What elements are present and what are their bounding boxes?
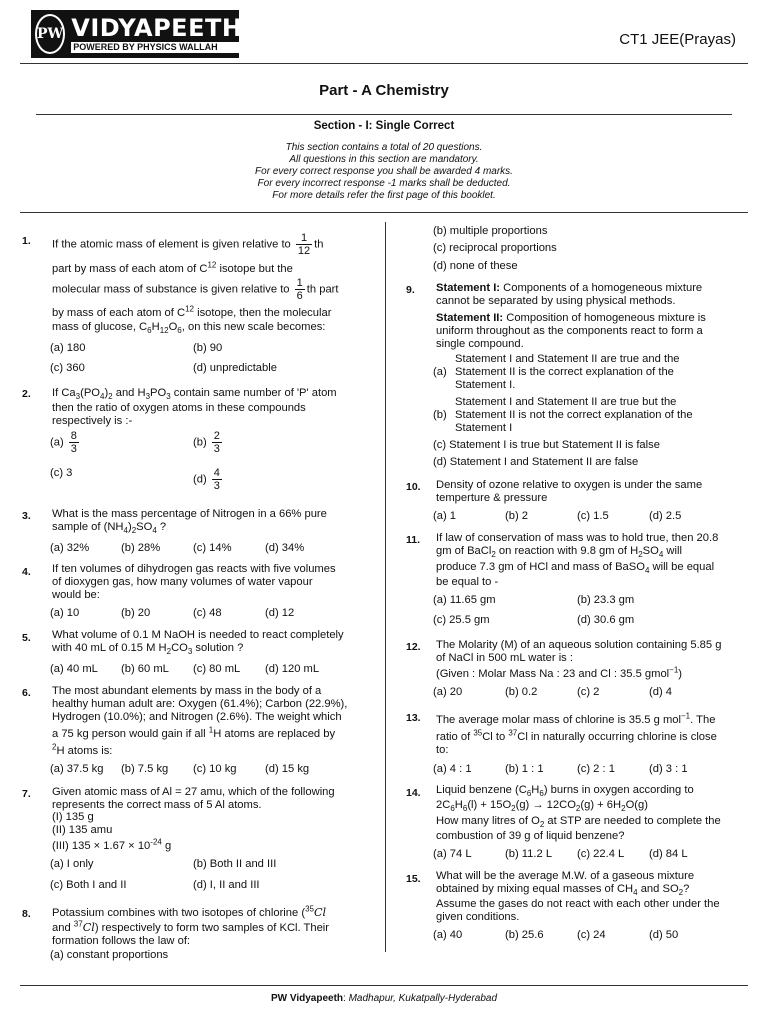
option-b: (b)	[433, 409, 447, 421]
question-text: (II) 135 amu	[52, 824, 113, 836]
option-d: (d) $\frac{4}{3}$	[193, 467, 220, 492]
instruction-line: All questions in this section are mandatory.	[289, 154, 479, 165]
question-text: respectively is :-	[52, 415, 133, 427]
question-text: (Given : Molar Mass Na : 23 and Cl : 35.5 gmol$^{-1}$)	[436, 665, 683, 680]
option-d: (d) 50	[649, 929, 679, 941]
option-a: (a) constant proportions	[50, 949, 169, 961]
question-number: 14.	[406, 787, 421, 799]
option-d: (d) none of these	[433, 260, 518, 272]
question-text: Hydrogen (10.0%); and Nitrogen (2.6%). The weight which	[52, 711, 342, 723]
test-code: CT1 JEE(Prayas)	[619, 31, 736, 48]
option-a: (a) 37.5 kg	[50, 763, 104, 775]
question-text: to:	[436, 744, 449, 756]
question-text: combustion of 39 g of liquid benzene?	[436, 830, 625, 842]
statement-1: Statement I: Components of a homogeneous mixture	[436, 282, 703, 294]
logo	[31, 10, 243, 58]
question-text: then the ratio of oxygen atoms in these compounds	[52, 402, 306, 414]
question-text: If the atomic mass of element is given relative to $\frac{1}{12}$ th	[52, 232, 324, 257]
option-d: (d) 4	[649, 686, 673, 698]
question-text: Density of ozone relative to oxygen is under the same	[436, 479, 703, 491]
question-number: 8.	[22, 908, 31, 920]
question-number: 5.	[22, 632, 31, 644]
option-a: (a) 74 L	[433, 848, 472, 860]
option-a: (a) I only	[50, 858, 94, 870]
option-c: (c) 360	[50, 362, 85, 374]
column-divider	[385, 222, 386, 952]
question-number: 12.	[406, 641, 421, 653]
question-number: 3.	[22, 510, 31, 522]
question-text: ratio of $^{35}$Cl to $^{37}$Cl in naturally occurring chlorine is close	[436, 728, 717, 743]
option-b: (b) 23.3 gm	[577, 594, 635, 606]
divider	[20, 63, 748, 64]
question-number: 7.	[22, 788, 31, 800]
option-a-text: Statement I.	[455, 379, 516, 391]
option-c: (c) Both I and II	[50, 879, 127, 891]
question-text: a 75 kg person would gain if all $^1$H atoms are replaced by	[52, 725, 336, 740]
question-text: gm of BaCl$_2$ on reaction with 9.8 gm of $H_2SO_4$ will	[436, 545, 682, 560]
option-c: (c) 10 kg	[193, 763, 237, 775]
question-text: healthy human adult are: Oxygen (61.4%); Carbon (22.9%),	[52, 698, 348, 710]
question-number: 9.	[406, 284, 415, 296]
question-text: The Molarity (M) of an aqueous solution containing 5.85 g	[436, 639, 722, 651]
pw-logo-mark: PW	[35, 14, 65, 54]
option-b: (b) 25.6	[505, 929, 544, 941]
question-text: temperture & pressure	[436, 492, 548, 504]
option-b: (b) multiple proportions	[433, 225, 548, 237]
question-text: If law of conservation of mass was to hold true, then 20.8	[436, 532, 719, 544]
option-b: (b) 1 : 1	[505, 763, 544, 775]
divider	[20, 985, 748, 986]
option-b-text: Statement II is not the correct explanation of the	[455, 409, 693, 421]
question-text: How many litres of $O_2$ at STP are needed to complete the	[436, 815, 721, 830]
option-b: (b) 2	[505, 510, 529, 522]
page-title: Part - A Chemistry	[319, 82, 449, 99]
question-text: The average molar mass of chlorine is 35.5 g mol$^{-1}$. The	[436, 711, 716, 726]
option-d: (d) 84 L	[649, 848, 688, 860]
option-a-text: Statement I and Statement II are true and the	[455, 353, 680, 365]
question-text: What will be the average M.W. of a gaseous mixture	[436, 870, 695, 882]
option-c: (c) 2	[577, 686, 600, 698]
question-text: Liquid benzene $(C_6H_6)$ burns in oxygen according to	[436, 784, 694, 799]
option-c: (c) 2 : 1	[577, 763, 615, 775]
statement-2: uniform throughout as the components react to form a	[436, 325, 703, 337]
question-text: (I) 135 g	[52, 811, 94, 823]
option-b-text: Statement I and Statement II are true but the	[455, 396, 677, 408]
option-a: (a) 32%	[50, 542, 90, 554]
question-text: with 40 mL of 0.15 M $H_2CO_3$ solution ?	[52, 642, 244, 657]
logo-tagline: POWERED BY PHYSICS WALLAH	[71, 42, 242, 53]
option-a: (a) 40	[433, 929, 463, 941]
question-text: sample of $(NH_4)_2SO_4$ ?	[52, 521, 167, 536]
question-text: and $^{37}$Cl) respectively to form two samples of KCl. Their	[52, 919, 330, 934]
logo-name: VIDYAPEETH	[71, 14, 243, 42]
question-text: given conditions.	[436, 911, 520, 923]
option-c: (c) 80 mL	[193, 663, 241, 675]
option-b: (b) 20	[121, 607, 151, 619]
instruction-line: For every incorrect response -1 marks shall be deducted.	[257, 178, 511, 189]
divider	[36, 114, 732, 115]
option-a: (a) 1	[433, 510, 457, 522]
divider	[20, 212, 748, 213]
option-a: (a) 11.65 gm	[433, 594, 496, 606]
question-number: 6.	[22, 687, 31, 699]
question-number: 13.	[406, 712, 421, 724]
footer-brand: PW Vidyapeeth	[270, 993, 344, 1004]
question-text: of dioxygen gas, how many volumes of water vapour	[52, 576, 313, 588]
option-b: (b) Both II and III	[193, 858, 277, 870]
question-number: 15.	[406, 873, 421, 885]
option-a: (a) 10	[50, 607, 80, 619]
option-c: (c) 3	[50, 467, 73, 479]
statement-2: Statement II: Composition of homogeneous mixture is	[436, 312, 706, 324]
question-text: produce 7.3 gm of HCl and mass of BaSO$_4$ will be equal	[436, 561, 715, 576]
question-text: of NaCl in 500 mL water is :	[436, 652, 573, 664]
option-c: (c) 48	[193, 607, 222, 619]
option-b: (b) 7.5 kg	[121, 763, 169, 775]
option-d: (d) 30.6 gm	[577, 614, 635, 626]
question-text: Assume the gases do not react with each other under the	[436, 898, 720, 910]
question-text: part by mass of each atom of $C^{12}$ isotope but the	[52, 260, 293, 275]
question-text: What is the mass percentage of Nitrogen in a 66% pure	[52, 508, 327, 520]
option-c: (c) 1.5	[577, 510, 609, 522]
question-text: mass of glucose, $C_6H_{12}O_6$, on this new scale becomes:	[52, 321, 326, 336]
question-text: $^2$H atoms is:	[52, 742, 113, 757]
option-b: (b) 90	[193, 342, 223, 354]
question-text: be equal to -	[436, 576, 499, 588]
question-number: 11.	[406, 534, 421, 546]
question-text: What volume of 0.1 M NaOH is needed to react completely	[52, 629, 344, 641]
footer-address: Madhapur, Kukatpally-Hyderabad	[348, 993, 498, 1004]
instruction-line: For more details refer the first page of this booklet.	[272, 190, 496, 201]
option-d: (d) 2.5	[649, 510, 682, 522]
option-d: (d) 34%	[265, 542, 305, 554]
option-d: (d) Statement I and Statement II are false	[433, 456, 639, 468]
footer: PW Vidyapeeth: Madhapur, Kukatpally-Hyderabad	[270, 993, 498, 1004]
question-text: Given atomic mass of Al = 27 amu, which of the following	[52, 786, 335, 798]
option-a: (a) $\frac{8}{3}$	[50, 430, 77, 455]
instruction-line: For every correct response you shall be awarded 4 marks.	[255, 166, 513, 177]
option-c: (c) reciprocal proportions	[433, 242, 557, 254]
option-a: (a) 180	[50, 342, 86, 354]
option-a: (a) 40 mL	[50, 663, 98, 675]
question-text: If $Ca_3(PO_4)_2$ and $H_3PO_3$ contain same number of 'P' atom	[52, 387, 337, 402]
question-number: 1.	[22, 235, 31, 247]
option-a: (a) 4 : 1	[433, 763, 472, 775]
option-a: (a)	[433, 366, 447, 378]
question-text: (III) $135 \times 1.67 \times 10^{-24}$ g	[52, 837, 172, 852]
question-number: 2.	[22, 388, 31, 400]
section-title: Section - I: Single Correct	[313, 120, 455, 132]
option-d: (d) 3 : 1	[649, 763, 688, 775]
question-text: would be:	[52, 589, 100, 601]
option-b: (b) 11.2 L	[505, 848, 553, 860]
question-text: $2C_6H_6(l) + 15O_2(g) \to 12CO_2(g) + 6H_2O(g)$	[436, 799, 648, 814]
option-a-text: Statement II is the correct explanation of the	[455, 366, 674, 378]
option-d: (d) 12	[265, 607, 295, 619]
option-c: (c) 14%	[193, 542, 232, 554]
question-number: 10.	[406, 481, 421, 493]
statement-1: cannot be separated by using physical methods.	[436, 295, 676, 307]
option-d: (d) 120 mL	[265, 663, 320, 675]
option-d: (d) I, II and III	[193, 879, 260, 891]
option-b: (b) 60 mL	[121, 663, 169, 675]
option-c: (c) Statement I is true but Statement II is false	[433, 439, 660, 451]
option-b-text: Statement I	[455, 422, 513, 434]
question-text: obtained by mixing equal masses of $CH_4$ and $SO_2$?	[436, 883, 690, 898]
question-text: Potassium combines with two isotopes of chlorine ($^{35}$Cl	[52, 904, 327, 919]
option-c: (c) 25.5 gm	[433, 614, 490, 626]
option-b: (b) $\frac{2}{3}$	[193, 430, 220, 455]
option-c: (c) 24	[577, 929, 606, 941]
option-a: (a) 20	[433, 686, 463, 698]
question-text: by mass of each atom of $C^{12}$ isotope, then the molecular	[52, 304, 332, 319]
instruction-line: This section contains a total of 20 questions.	[285, 142, 483, 153]
question-text: If ten volumes of dihydrogen gas reacts with five volumes	[52, 563, 336, 575]
option-c: (c) 22.4 L	[577, 848, 625, 860]
question-number: 4.	[22, 566, 31, 578]
option-d: (d) 15 kg	[265, 763, 310, 775]
statement-2: single compound.	[436, 338, 524, 350]
option-b: (b) 0.2	[505, 686, 538, 698]
question-text: formation follows the law of:	[52, 935, 191, 947]
question-text: represents the correct mass of 5 Al atoms.	[52, 799, 262, 811]
option-d: (d) unpredictable	[193, 362, 277, 374]
option-b: (b) 28%	[121, 542, 161, 554]
question-text: The most abundant elements by mass in the body of a	[52, 685, 322, 697]
instructions	[0, 142, 768, 202]
question-text: molecular mass of substance is given relative to $\frac{1}{6}$ th part	[52, 277, 339, 302]
